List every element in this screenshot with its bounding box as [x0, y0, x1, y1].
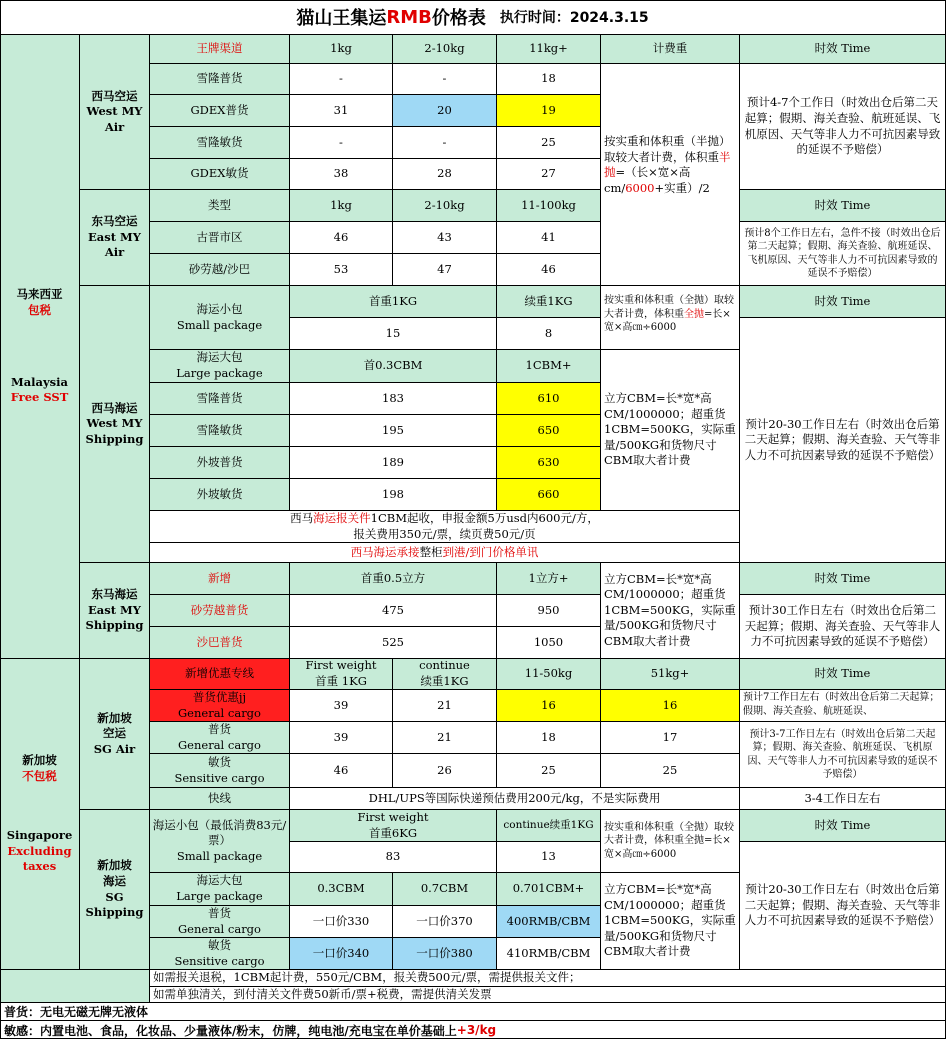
- price-cell: 15: [290, 318, 497, 350]
- footer-general: 普货：无电无磁无牌无液体: [0, 1003, 946, 1021]
- note-spacer: [0, 970, 150, 1003]
- header-11-50kg: 11-50kg: [497, 659, 601, 690]
- footer-sensitive: [0, 1021, 946, 1039]
- header-time: 时效 Time: [740, 810, 946, 842]
- header-03cbm: 0.3CBM: [290, 873, 393, 906]
- price-cell-highlight: 一口价380: [393, 938, 497, 970]
- row-name: 普货优惠jj General cargo: [150, 690, 290, 722]
- price-cell: 一口价330: [290, 906, 393, 938]
- express-time: 3-4工作日左右: [740, 788, 946, 810]
- price-cell: 21: [393, 722, 497, 754]
- price-cell: 8: [497, 318, 601, 350]
- section-west-my-air: 西马空运 West MY Air: [80, 35, 150, 190]
- time-sg-shipping: 预计20-30工作日左右（时效出仓后第二天起算；假期、海关查验、天气等非人力不可抗因素导致的延误不予赔偿）: [740, 842, 946, 970]
- price-cell: 475: [290, 595, 497, 627]
- section-sg-shipping: 新加坡 海运 SG Shipping: [80, 810, 150, 970]
- header-new: 新增: [150, 563, 290, 595]
- header-cont-1kg: 续重1KG: [497, 286, 601, 318]
- row-name: 砂劳越普货: [150, 595, 290, 627]
- price-cell-highlight: 630: [497, 447, 601, 479]
- price-cell: 一口价370: [393, 906, 497, 938]
- header-1cbm: 1CBM+: [497, 350, 601, 383]
- header-1kg: 1kg: [290, 190, 393, 222]
- price-cell: 46: [497, 254, 601, 286]
- price-cell: 83: [290, 842, 497, 873]
- note-text: 整柜: [419, 544, 443, 559]
- my-label-cn: 马来西亚: [16, 287, 63, 302]
- price-cell: 31: [290, 95, 393, 127]
- my-label-free: Free SST: [10, 390, 69, 405]
- header-2-10kg: 2-10kg: [393, 35, 497, 64]
- price-cell: 25: [601, 754, 740, 788]
- price-cell-highlight: 16: [497, 690, 601, 722]
- header-0701cbm: 0.701CBM+: [497, 873, 601, 906]
- title-main: 猫山王集运: [296, 8, 387, 29]
- small-package-label: 海运小包 Small package: [150, 286, 290, 350]
- header-channel: 王牌渠道: [150, 35, 290, 64]
- header-07cbm: 0.7CBM: [393, 873, 497, 906]
- time-west-air: 预计4-7个工作日（时效出仓后第二天起算；假期、海关查验、航班延误、飞机原因、天气等非人力不可抗因素导致的延误不予赔偿）: [740, 64, 946, 190]
- sg-label-en: Singapore: [6, 828, 73, 843]
- my-label-en: Malaysia: [11, 374, 68, 389]
- price-cell: 39: [290, 722, 393, 754]
- header-charge: 计费重: [601, 35, 740, 64]
- charge-rule-east-shipping: 立方CBM=长*宽*高CM/1000000；超重货1CBM=500KG，实际重量/500KG和货物尺寸CBM取大者计费: [601, 563, 740, 659]
- charge-rule-air: [601, 64, 740, 286]
- price-cell: 28: [393, 159, 497, 190]
- row-name: 砂劳越/沙巴: [150, 254, 290, 286]
- section-west-my-shipping: 西马海运 West MY Shipping: [80, 286, 150, 563]
- sg-note-2: 如需单独清关，到付清关文件费50新币/票+税费，需提供清关发票: [150, 987, 946, 1003]
- charge-text: =（长×宽×高cm/: [604, 165, 691, 195]
- header-first-03cbm: 首0.3CBM: [290, 350, 497, 383]
- price-cell: 18: [497, 64, 601, 95]
- row-name: 外坡普货: [150, 447, 290, 479]
- price-cell: 950: [497, 595, 601, 627]
- price-cell-highlight: 一口价340: [290, 938, 393, 970]
- section-sg-air: 新加坡 空运 SG Air: [80, 659, 150, 810]
- price-cell: 47: [393, 254, 497, 286]
- price-cell: -: [290, 64, 393, 95]
- price-cell: -: [393, 127, 497, 159]
- header-11-100kg: 11-100kg: [497, 190, 601, 222]
- note-text-red: 到港/到门价格单讯: [442, 544, 539, 559]
- price-cell-highlight: 19: [497, 95, 601, 127]
- sg-label-cn: 新加坡: [22, 753, 57, 768]
- header-first-1kg: 首重1KG: [290, 286, 497, 318]
- price-cell-highlight: 650: [497, 415, 601, 447]
- price-cell: 46: [290, 754, 393, 788]
- title-tail: 价格表: [431, 8, 486, 29]
- price-cell: 189: [290, 447, 497, 479]
- customs-note: [150, 511, 740, 543]
- row-name: 外坡敏货: [150, 479, 290, 511]
- price-cell-highlight: 16: [601, 690, 740, 722]
- charge-text: +实重）/2: [654, 180, 710, 195]
- price-cell-highlight: 610: [497, 383, 601, 415]
- price-cell: 21: [393, 690, 497, 722]
- country-singapore: [0, 659, 80, 970]
- note-text: 西马: [290, 511, 314, 525]
- charge-text-red: 全抛: [684, 308, 704, 320]
- charge-text-red: 6000: [625, 180, 655, 195]
- time-east-air: 预计8个工作日左右，急件不接（时效出仓后第二天起算；假期、海关查验、航班延误、飞机原因、天气等非人力不可抗因素导致的延误不予赔偿）: [740, 222, 946, 286]
- header-type: 类型: [150, 190, 290, 222]
- sg-label-tax: 不包税: [22, 768, 57, 783]
- row-name: 古晋市区: [150, 222, 290, 254]
- header-time: 时效 Time: [740, 286, 946, 318]
- header-11kg: 11kg+: [497, 35, 601, 64]
- charge-text: =长×宽×高㎝÷6000: [604, 308, 731, 333]
- row-name: 雪隆普货: [150, 64, 290, 95]
- price-cell: 27: [497, 159, 601, 190]
- header-cont-1kg: continue 续重1KG: [393, 659, 497, 690]
- header-first-6kg: First weight 首重6KG: [290, 810, 497, 842]
- header-time: 时效 Time: [740, 659, 946, 690]
- header-1cbm: 1立方+: [497, 563, 601, 595]
- footer-sensitive-red: +3/kg: [456, 1023, 497, 1037]
- row-name: 敏货 Sensitive cargo: [150, 754, 290, 788]
- note-text-red: 海运报关件: [313, 511, 371, 525]
- row-name: GDEX普货: [150, 95, 290, 127]
- section-east-my-air: 东马空运 East MY Air: [80, 190, 150, 286]
- price-cell: 39: [290, 690, 393, 722]
- price-cell: 410RMB/CBM: [497, 938, 601, 970]
- price-cell: 1050: [497, 627, 601, 659]
- price-cell: 25: [497, 127, 601, 159]
- row-name: 雪隆普货: [150, 383, 290, 415]
- customs-note-line1: [290, 511, 599, 527]
- charge-rule-small: [601, 286, 740, 350]
- price-cell: 25: [497, 754, 601, 788]
- charge-text: 按实重和体积重（全抛）取较大者计费，体积重: [604, 295, 734, 320]
- small-package-label: 海运小包（最低消费83元/票） Small package: [150, 810, 290, 873]
- price-cell: 41: [497, 222, 601, 254]
- note-text-red: 西马海运承接: [350, 544, 420, 559]
- note-text: 1CBM起收，申报金额5万usd内600元/方，: [370, 511, 599, 525]
- price-cell: 13: [497, 842, 601, 873]
- charge-text-red: 半抛: [604, 149, 731, 180]
- price-cell-highlight: 20: [393, 95, 497, 127]
- price-cell: 195: [290, 415, 497, 447]
- header-2-10kg: 2-10kg: [393, 190, 497, 222]
- charge-text: 按实重和体积重（半抛）取较大者计费，体积重: [604, 134, 731, 164]
- title-rmb: RMB: [386, 6, 432, 28]
- row-name: 敏货 Sensitive cargo: [150, 938, 290, 970]
- row-name: 雪隆敏货: [150, 127, 290, 159]
- header-time: 时效 Time: [740, 35, 946, 64]
- charge-rule-sg-small: 按实重和体积重（全抛）取较大者计费，体积重全抛=长×宽×高㎝÷6000: [601, 810, 740, 873]
- header-time: 时效 Time: [740, 190, 946, 222]
- country-malaysia: [0, 35, 80, 659]
- time-sg-air-promo: 预计7工作日左右（时效出仓后第二天起算；假期、海关查验、航班延误、: [740, 690, 946, 722]
- price-cell: 26: [393, 754, 497, 788]
- page-title: [0, 0, 946, 35]
- price-cell: -: [290, 127, 393, 159]
- container-note: [150, 543, 740, 563]
- sg-label-ex: Excluding taxes: [7, 843, 72, 874]
- row-name: 普货 General cargo: [150, 906, 290, 938]
- header-promo-line: 新增优惠专线: [150, 659, 290, 690]
- charge-rule-large: 立方CBM=长*宽*高CM/1000000；超重货1CBM=500KG，实际重量/500KG和货物尺寸CBM取大者计费: [601, 350, 740, 511]
- sg-note-1: 如需报关退税，1CBM起计费，550元/CBM，报关费500元/票，需提供报关文件；: [150, 970, 946, 987]
- price-cell-highlight: 660: [497, 479, 601, 511]
- exec-date: 执行时间：2024.3.15: [499, 10, 649, 26]
- time-east-shipping: 预计30工作日左右（时效出仓后第二天起算；假期、海关查验、天气等非人力不可抗因素导致的延误不予赔偿）: [740, 595, 946, 659]
- row-name: 雪隆敏货: [150, 415, 290, 447]
- price-cell: 18: [497, 722, 601, 754]
- price-cell: 525: [290, 627, 497, 659]
- my-label-tax: 包税: [28, 302, 51, 317]
- price-cell: -: [393, 64, 497, 95]
- header-first-1kg: First weight 首重 1KG: [290, 659, 393, 690]
- row-name: 沙巴普货: [150, 627, 290, 659]
- header-time: 时效 Time: [740, 563, 946, 595]
- header-1kg: 1kg: [290, 35, 393, 64]
- large-package-label: 海运大包 Large package: [150, 873, 290, 906]
- header-cont-1kg: continue续重1KG: [497, 810, 601, 842]
- time-sg-air: 预计3-7工作日左右（时效出仓后第二天起算；假期、海关查验、航班延误、飞机原因、天气等非人力不可抗因素导致的延误不予赔偿）: [740, 722, 946, 788]
- price-cell: 43: [393, 222, 497, 254]
- express-desc: DHL/UPS等国际快递预估费用200元/kg，不是实际费用: [290, 788, 740, 810]
- row-name: GDEX敏货: [150, 159, 290, 190]
- header-51kg: 51kg+: [601, 659, 740, 690]
- customs-note-line2: 报关费用350元/票，续页费50元/页: [353, 526, 536, 541]
- header-first-05: 首重0.5立方: [290, 563, 497, 595]
- price-cell: 183: [290, 383, 497, 415]
- row-name: 普货 General cargo: [150, 722, 290, 754]
- price-cell: 46: [290, 222, 393, 254]
- time-west-shipping: 预计20-30工作日左右（时效出仓后第二天起算；假期、海关查验、天气等非人力不可抗因素导致的延误不予赔偿）: [740, 318, 946, 563]
- price-cell: 17: [601, 722, 740, 754]
- large-package-label: 海运大包 Large package: [150, 350, 290, 383]
- price-cell: 198: [290, 479, 497, 511]
- price-cell: 38: [290, 159, 393, 190]
- express-label: 快线: [150, 788, 290, 810]
- section-east-my-shipping: 东马海运 East MY Shipping: [80, 563, 150, 659]
- charge-rule-sg-large: 立方CBM=长*宽*高CM/1000000；超重货1CBM=500KG，实际重量/500KG和货物尺寸CBM取大者计费: [601, 873, 740, 970]
- price-cell: 53: [290, 254, 393, 286]
- footer-sensitive-text: 敏感：内置电池、食品，化妆品、少量液体/粉末，仿牌，纯电池/充电宝在单价基础上: [4, 1023, 457, 1038]
- price-cell-highlight: 400RMB/CBM: [497, 906, 601, 938]
